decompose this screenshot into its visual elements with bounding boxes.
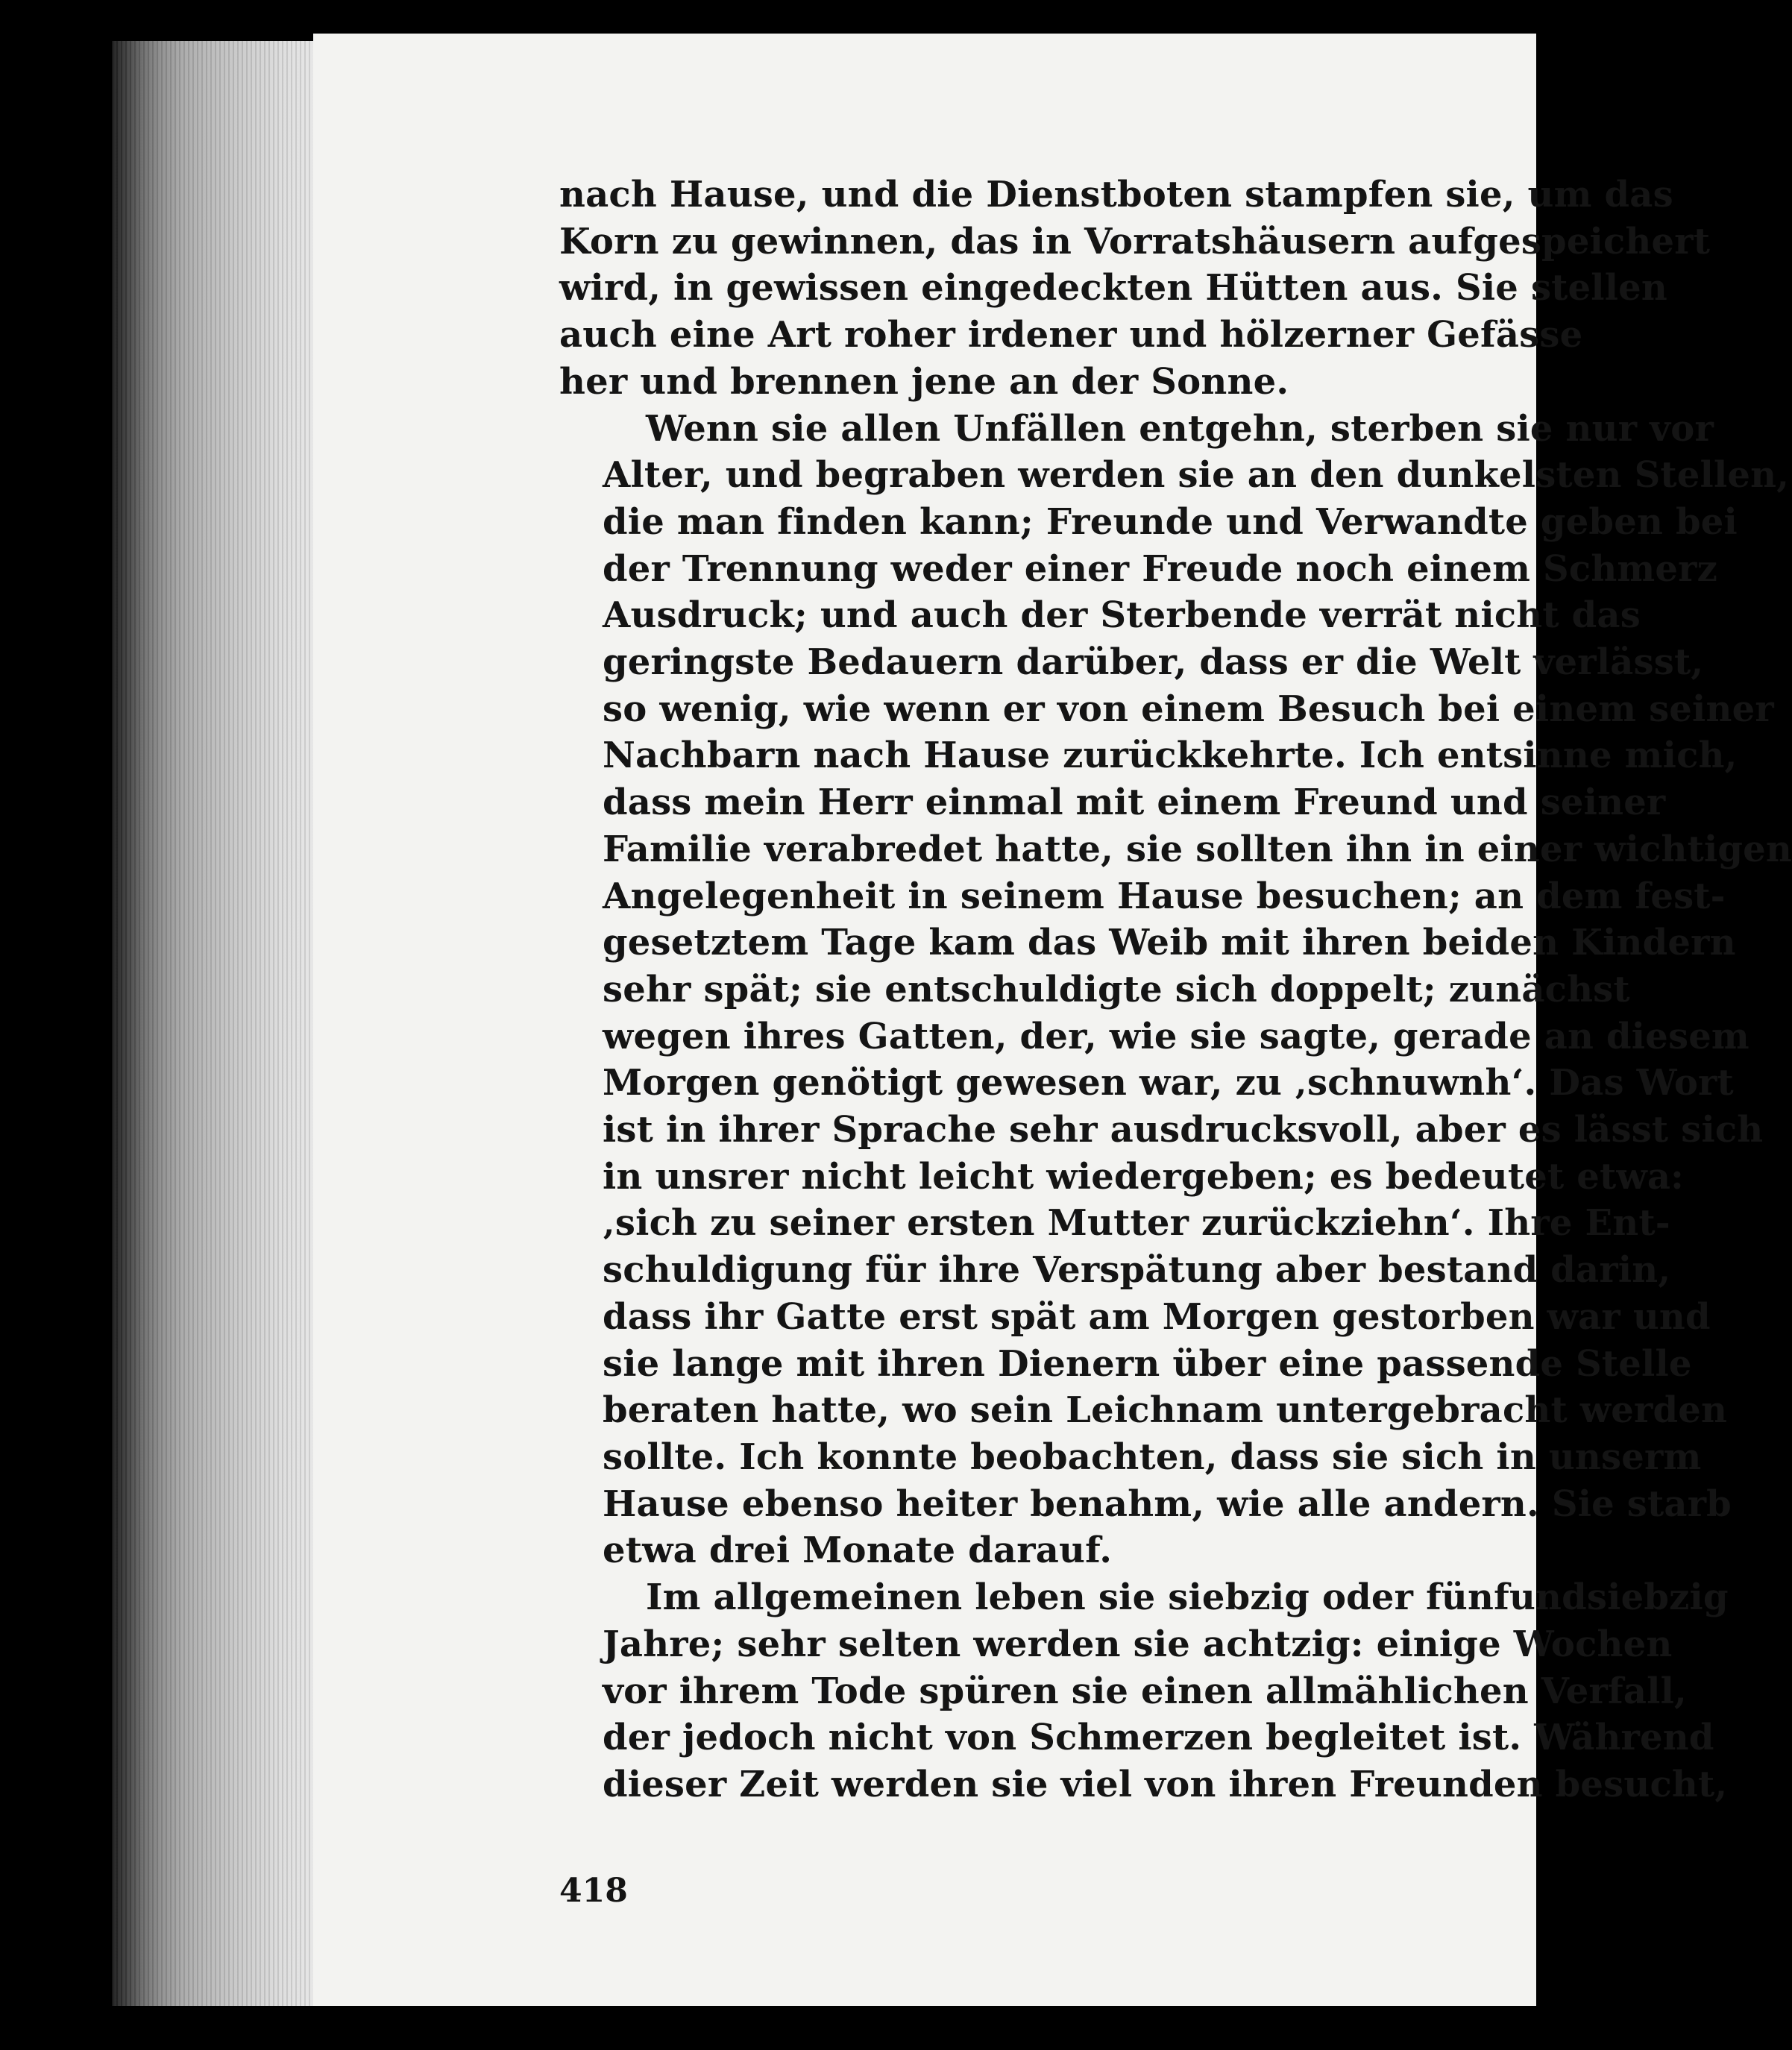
text-line: schuldigung für ihre Verspätung aber bestand darin, <box>603 1249 1671 1292</box>
body-text <box>559 172 1792 1808</box>
text-line: etwa drei Monate darauf. <box>603 1529 1113 1572</box>
text-line: dieser Zeit werden sie viel von ihren Freunden besucht, <box>603 1763 1728 1805</box>
text-line: Familie verabredet hatte, sie sollten ihn in einer wichtigen <box>603 828 1792 870</box>
page-number: 418 <box>559 1872 628 1910</box>
text-line: Ausdruck; und auch der Sterbende verrät nicht das <box>603 594 1641 637</box>
text-line: Wenn sie allen Unfällen entgehn, sterben sie nur vor <box>646 407 1714 450</box>
text-line: Korn zu gewinnen, das in Vorratshäusern aufgespeichert <box>559 220 1711 262</box>
text-line: dass ihr Gatte erst spät am Morgen gestorben war und <box>603 1295 1711 1338</box>
text-line: dass mein Herr einmal mit einem Freund und seiner <box>603 782 1666 824</box>
text-line: geringste Bedauern darüber, dass er die Welt verlässt, <box>603 641 1704 684</box>
text-line: Angelegenheit in seinem Hause besuchen; an dem fest- <box>603 875 1726 917</box>
text-line: sie lange mit ihren Dienern über eine passende Stelle <box>603 1342 1692 1385</box>
text-line: Nachbarn nach Hause zurückkehrte. Ich entsinne mich, <box>603 735 1738 777</box>
text-line: so wenig, wie wenn er von einem Besuch bei einem seiner <box>603 688 1774 730</box>
text-line: nach Hause, und die Dienstboten stampfen sie, um das <box>559 174 1673 216</box>
paragraph <box>559 406 1792 1575</box>
text-line: auch eine Art roher irdener und hölzerner Gefässe <box>559 314 1583 356</box>
text-line: Alter, und begraben werden sie an den dunkelsten Stellen, <box>603 454 1790 497</box>
text-line: die man finden kann; Freunde und Verwandte geben bei <box>603 500 1738 543</box>
text-line: gesetztem Tage kam das Weib mit ihren beiden Kindern <box>603 922 1736 964</box>
book-page <box>313 34 1792 2006</box>
text-line: sollte. Ich konnte beobachten, dass sie sich in unserm <box>603 1436 1702 1478</box>
text-line: her und brennen jene an der Sonne. <box>559 360 1289 403</box>
text-line: beraten hatte, wo sein Leichnam untergebracht werden <box>603 1389 1728 1432</box>
text-line: in unsrer nicht leicht wiedergeben; es bedeutet etwa: <box>603 1155 1685 1198</box>
text-line: ‚sich zu seiner ersten Mutter zurückziehn‘. Ihre Ent- <box>603 1202 1670 1245</box>
text-line: ist in ihrer Sprache sehr ausdrucksvoll, aber es lässt sich <box>603 1109 1764 1151</box>
text-line: Morgen genötigt gewesen war, zu ‚schnuwnh‘. Das Wort <box>603 1062 1734 1104</box>
text-line: Im allgemeinen leben sie siebzig oder fünfundsiebzig <box>646 1576 1729 1619</box>
text-line: wird, in gewissen eingedeckten Hütten aus. Sie stellen <box>559 267 1667 309</box>
paragraph <box>559 172 1711 406</box>
text-line: Jahre; sehr selten werden sie achtzig: einige Wochen <box>603 1623 1673 1665</box>
text-line: wegen ihres Gatten, der, wie sie sagte, gerade an diesem <box>603 1015 1749 1057</box>
text-line: sehr spät; sie entschuldigte sich doppelt; zunächst <box>603 968 1630 1010</box>
text-line: Hause ebenso heiter benahm, wie alle andern. Sie starb <box>603 1483 1732 1525</box>
page-block-stripes <box>112 41 336 2006</box>
text-line: der jedoch nicht von Schmerzen begleitet ist. Während <box>603 1717 1714 1759</box>
text-line: der Trennung weder einer Freude noch einem Schmerz <box>603 547 1718 590</box>
paragraph <box>559 1574 1729 1808</box>
text-line: vor ihrem Tode spüren sie einen allmählichen Verfall, <box>603 1670 1687 1712</box>
